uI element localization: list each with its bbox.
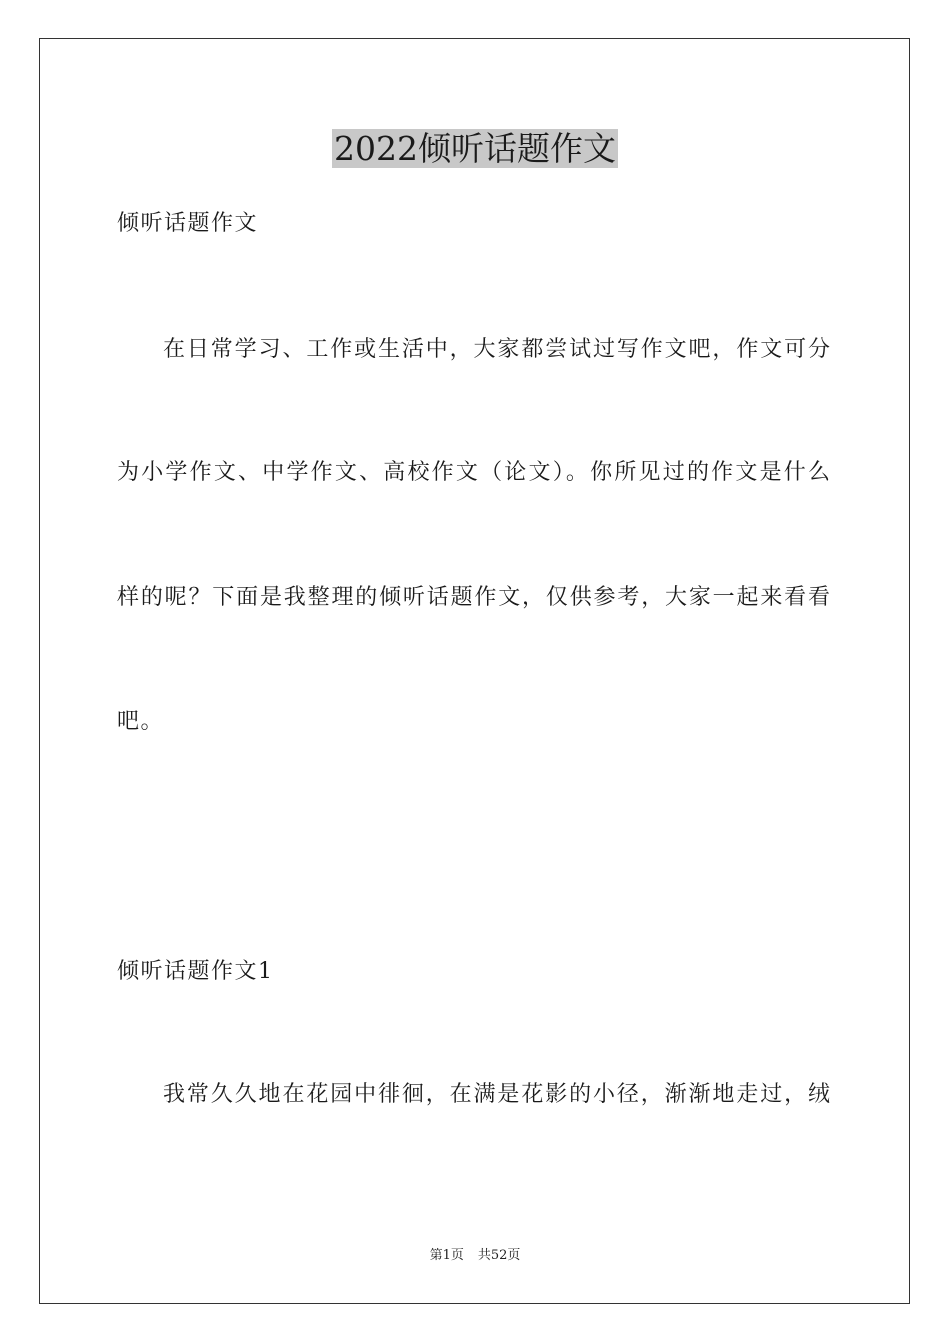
section-heading: 倾听话题作文1 — [117, 959, 274, 984]
page-number-current: 第1页 — [429, 1248, 464, 1263]
document-subtitle: 倾听话题作文 — [117, 211, 259, 236]
intro-paragraph-line: 吧。 — [117, 709, 165, 734]
intro-paragraph-line: 为小学作文、中学作文、高校作文（论文）。你所见过的作文是什么 — [117, 460, 830, 485]
intro-paragraph-line: 在日常学习、工作或生活中，大家都尝试过写作文吧，作文可分 — [163, 337, 830, 362]
page-footer — [0, 1247, 950, 1265]
document-title-text: 2022倾听话题作文 — [334, 129, 616, 168]
intro-paragraph-line: 样的呢？下面是我整理的倾听话题作文，仅供参考，大家一起来看看 — [117, 585, 830, 610]
page-number-total: 共52页 — [477, 1248, 521, 1263]
section-paragraph-line: 我常久久地在花园中徘徊，在满是花影的小径，渐渐地走过，绒 — [163, 1082, 830, 1107]
document-title — [0, 127, 950, 171]
